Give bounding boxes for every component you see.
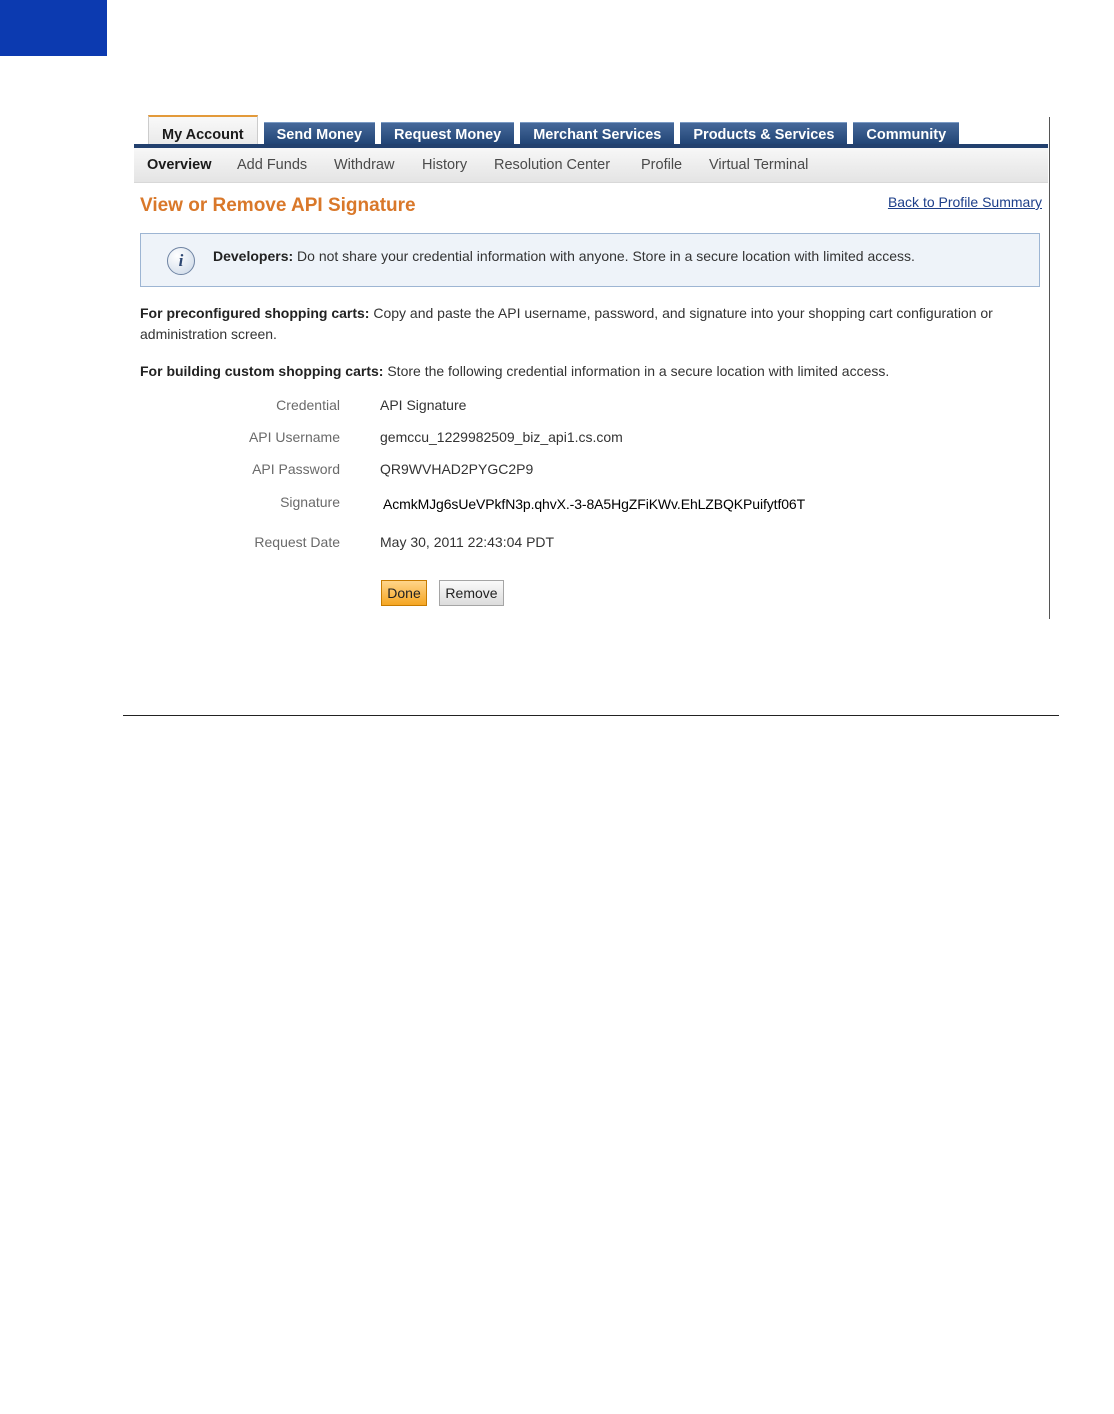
api-password-row xyxy=(134,461,1034,481)
info-icon: i xyxy=(167,247,195,275)
alert-text: Do not share your credential information with anyone. Store in a secure location with limited access. xyxy=(293,248,915,264)
developer-alert xyxy=(140,233,1040,287)
preconfigured-instructions xyxy=(140,303,1040,345)
request-date-value: May 30, 2011 22:43:04 PDT xyxy=(380,534,555,550)
sub-navigation xyxy=(134,148,1048,183)
subnav-add-funds[interactable]: Add Funds xyxy=(237,157,308,173)
credential-label: Credential xyxy=(276,397,340,413)
done-button[interactable]: Done xyxy=(381,580,427,606)
api-password-value: QR9WVHAD2PYGC2P9 xyxy=(380,461,534,477)
credential-value: API Signature xyxy=(380,397,467,413)
page-title: View or Remove API Signature xyxy=(140,195,416,216)
custom-instructions xyxy=(140,361,1040,382)
signature-row xyxy=(134,494,1034,514)
alert-message xyxy=(213,248,915,264)
request-date-label: Request Date xyxy=(254,534,340,550)
subnav-virtual-terminal[interactable]: Virtual Terminal xyxy=(709,157,809,173)
api-username-row xyxy=(134,429,1034,449)
tab-merchant-services[interactable]: Merchant Services xyxy=(520,122,674,147)
api-username-label: API Username xyxy=(248,429,340,445)
tab-products-services[interactable]: Products & Services xyxy=(680,122,847,147)
subnav-resolution-center[interactable]: Resolution Center xyxy=(494,157,611,173)
signature-value: AcmkMJg6sUeVPkfN3p.qhvX.-3-8A5HgZFiKWv.EhLZBQKPuifytf06T xyxy=(383,496,806,512)
api-password-label: API Password xyxy=(252,461,340,477)
api-username-value: gemccu_1229982509_biz_api1.cs.com xyxy=(380,429,623,445)
subnav-overview[interactable]: Overview xyxy=(147,157,212,173)
corner-blue-block xyxy=(0,0,107,56)
tab-community[interactable]: Community xyxy=(853,122,959,147)
tab-my-account[interactable]: My Account xyxy=(148,115,258,147)
custom-text: Store the following credential information in a secure location with limited access. xyxy=(383,363,890,379)
preconfigured-text: Copy and paste the API username, password, and signature into your shopping cart configuration or administration screen. xyxy=(140,305,993,342)
signature-label: Signature xyxy=(280,494,340,510)
preconfigured-lead: For preconfigured shopping carts: xyxy=(140,305,370,321)
alert-lead: Developers: xyxy=(213,248,294,264)
paypal-screenshot-frame xyxy=(134,117,1050,619)
tab-send-money[interactable]: Send Money xyxy=(264,122,375,147)
remove-button[interactable]: Remove xyxy=(439,580,504,606)
subnav-history[interactable]: History xyxy=(422,157,468,173)
custom-lead: For building custom shopping carts: xyxy=(140,363,384,379)
main-tabs xyxy=(148,117,965,147)
subnav-profile[interactable]: Profile xyxy=(641,157,683,173)
tab-request-money[interactable]: Request Money xyxy=(381,122,514,147)
subnav-withdraw[interactable]: Withdraw xyxy=(334,157,395,173)
frame-right-border xyxy=(1049,117,1050,619)
back-to-profile-summary-link[interactable]: Back to Profile Summary xyxy=(887,194,1042,210)
request-date-row xyxy=(134,534,1034,554)
horizontal-divider xyxy=(123,715,1059,716)
credential-row xyxy=(134,397,1034,417)
